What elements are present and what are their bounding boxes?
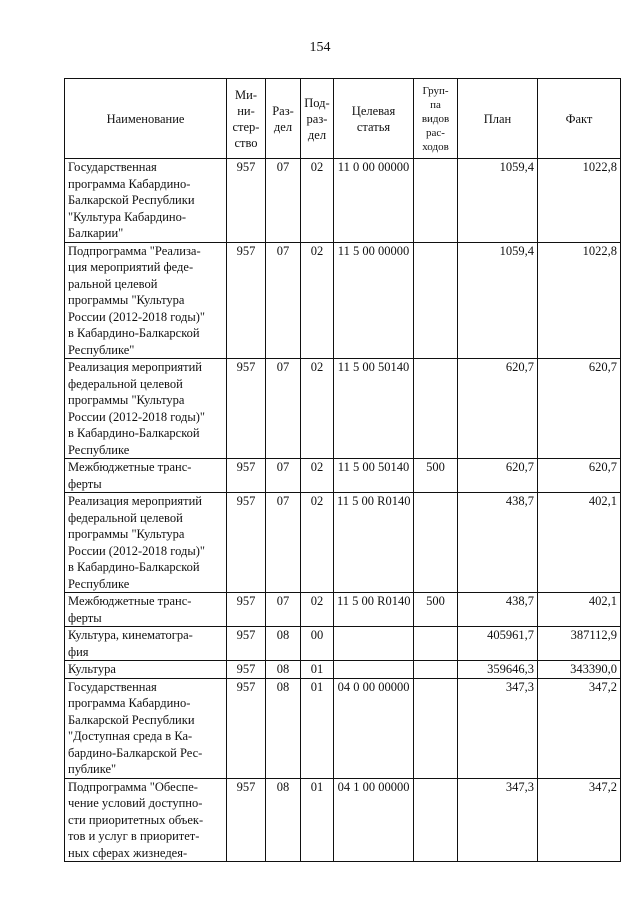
row-section-cell: 08 (266, 627, 301, 661)
row-fact-cell: 1022,8 (538, 159, 621, 243)
row-name-cell: Государственная программа Кабардино- Балкарской Республики "Доступная среда в Ка- бардино-Балкарской Рес- публике" (65, 678, 227, 778)
row-fact-cell: 402,1 (538, 593, 621, 627)
row-ministry-cell: 957 (227, 493, 266, 593)
row-fact-cell: 387112,9 (538, 627, 621, 661)
row-name-cell: Подпрограмма "Обеспе- чение условий доступно- сти приоритетных объек- тов и услуг в приоритет- ных сферах жизнедея- (65, 778, 227, 862)
row-fact-cell: 1022,8 (538, 242, 621, 359)
table-row (65, 593, 621, 627)
table-row (65, 359, 621, 459)
row-target-cell: 04 0 00 00000 (334, 678, 414, 778)
row-plan-cell: 620,7 (458, 459, 538, 493)
row-section-cell: 07 (266, 242, 301, 359)
row-target-cell: 11 5 00 50140 (334, 359, 414, 459)
row-section-cell: 07 (266, 159, 301, 243)
header-expense-group: Груп- па видов рас- ходов (414, 79, 458, 159)
header-section: Раз- дел (266, 79, 301, 159)
row-subsection-cell: 00 (301, 627, 334, 661)
row-plan-cell: 359646,3 (458, 661, 538, 679)
table-body (65, 159, 621, 862)
row-subsection-cell: 02 (301, 242, 334, 359)
table-row (65, 778, 621, 862)
row-target-cell: 11 5 00 R0140 (334, 593, 414, 627)
row-fact-cell: 402,1 (538, 493, 621, 593)
row-target-cell: 04 1 00 00000 (334, 778, 414, 862)
row-target-cell (334, 627, 414, 661)
row-plan-cell: 438,7 (458, 493, 538, 593)
row-plan-cell: 405961,7 (458, 627, 538, 661)
row-plan-cell: 347,3 (458, 778, 538, 862)
row-ministry-cell: 957 (227, 593, 266, 627)
row-section-cell: 07 (266, 493, 301, 593)
row-section-cell: 07 (266, 359, 301, 459)
page-number: 154 (309, 40, 331, 55)
table-row (65, 627, 621, 661)
row-group-cell: 500 (414, 459, 458, 493)
row-name-cell: Межбюджетные транс- ферты (65, 459, 227, 493)
row-target-cell: 11 5 00 00000 (334, 242, 414, 359)
table-row (65, 661, 621, 679)
row-plan-cell: 1059,4 (458, 159, 538, 243)
row-name-cell: Культура, кинематогра- фия (65, 627, 227, 661)
row-subsection-cell: 02 (301, 493, 334, 593)
budget-table (64, 78, 621, 862)
row-name-cell: Межбюджетные транс- ферты (65, 593, 227, 627)
row-group-cell (414, 661, 458, 679)
row-name-cell: Государственная программа Кабардино- Балкарской Республики "Культура Кабардино- Балкарии" (65, 159, 227, 243)
table-row (65, 459, 621, 493)
row-subsection-cell: 01 (301, 678, 334, 778)
row-fact-cell: 620,7 (538, 459, 621, 493)
row-plan-cell: 438,7 (458, 593, 538, 627)
row-target-cell: 11 5 00 50140 (334, 459, 414, 493)
row-subsection-cell: 02 (301, 159, 334, 243)
row-name-cell: Реализация мероприятий федеральной целевой программы "Культура России (2012-2018 годы)" в Кабардино-Балкарской Республике (65, 493, 227, 593)
row-target-cell: 11 0 00 00000 (334, 159, 414, 243)
row-ministry-cell: 957 (227, 459, 266, 493)
row-group-cell (414, 159, 458, 243)
row-plan-cell: 1059,4 (458, 242, 538, 359)
row-section-cell: 07 (266, 593, 301, 627)
row-ministry-cell: 957 (227, 159, 266, 243)
row-target-cell (334, 661, 414, 679)
row-subsection-cell: 01 (301, 778, 334, 862)
header-name: Наименование (65, 79, 227, 159)
row-fact-cell: 343390,0 (538, 661, 621, 679)
row-group-cell (414, 359, 458, 459)
row-name-cell: Культура (65, 661, 227, 679)
row-section-cell: 07 (266, 459, 301, 493)
row-fact-cell: 347,2 (538, 778, 621, 862)
row-group-cell (414, 493, 458, 593)
table-row (65, 493, 621, 593)
row-ministry-cell: 957 (227, 359, 266, 459)
row-ministry-cell: 957 (227, 661, 266, 679)
table-row (65, 159, 621, 243)
row-subsection-cell: 01 (301, 661, 334, 679)
row-group-cell (414, 778, 458, 862)
header-target: Целевая статья (334, 79, 414, 159)
header-ministry: Ми- ни- стер- ство (227, 79, 266, 159)
row-target-cell: 11 5 00 R0140 (334, 493, 414, 593)
row-plan-cell: 620,7 (458, 359, 538, 459)
row-ministry-cell: 957 (227, 242, 266, 359)
row-subsection-cell: 02 (301, 593, 334, 627)
row-section-cell: 08 (266, 661, 301, 679)
row-section-cell: 08 (266, 778, 301, 862)
table-row (65, 678, 621, 778)
row-ministry-cell: 957 (227, 778, 266, 862)
row-plan-cell: 347,3 (458, 678, 538, 778)
row-group-cell (414, 627, 458, 661)
row-subsection-cell: 02 (301, 459, 334, 493)
table-row (65, 242, 621, 359)
row-name-cell: Реализация мероприятий федеральной целевой программы "Культура России (2012-2018 годы)" в Кабардино-Балкарской Республике (65, 359, 227, 459)
row-subsection-cell: 02 (301, 359, 334, 459)
row-group-cell (414, 678, 458, 778)
table-header-row (65, 79, 621, 159)
row-ministry-cell: 957 (227, 627, 266, 661)
row-group-cell: 500 (414, 593, 458, 627)
header-plan: План (458, 79, 538, 159)
row-name-cell: Подпрограмма "Реализа- ция мероприятий феде- ральной целевой программы "Культура России (2012-2018 годы)" в Кабардино-Балкарской Республике" (65, 242, 227, 359)
row-section-cell: 08 (266, 678, 301, 778)
row-fact-cell: 620,7 (538, 359, 621, 459)
header-fact: Факт (538, 79, 621, 159)
header-subsection: Под- раз- дел (301, 79, 334, 159)
row-fact-cell: 347,2 (538, 678, 621, 778)
row-group-cell (414, 242, 458, 359)
row-ministry-cell: 957 (227, 678, 266, 778)
